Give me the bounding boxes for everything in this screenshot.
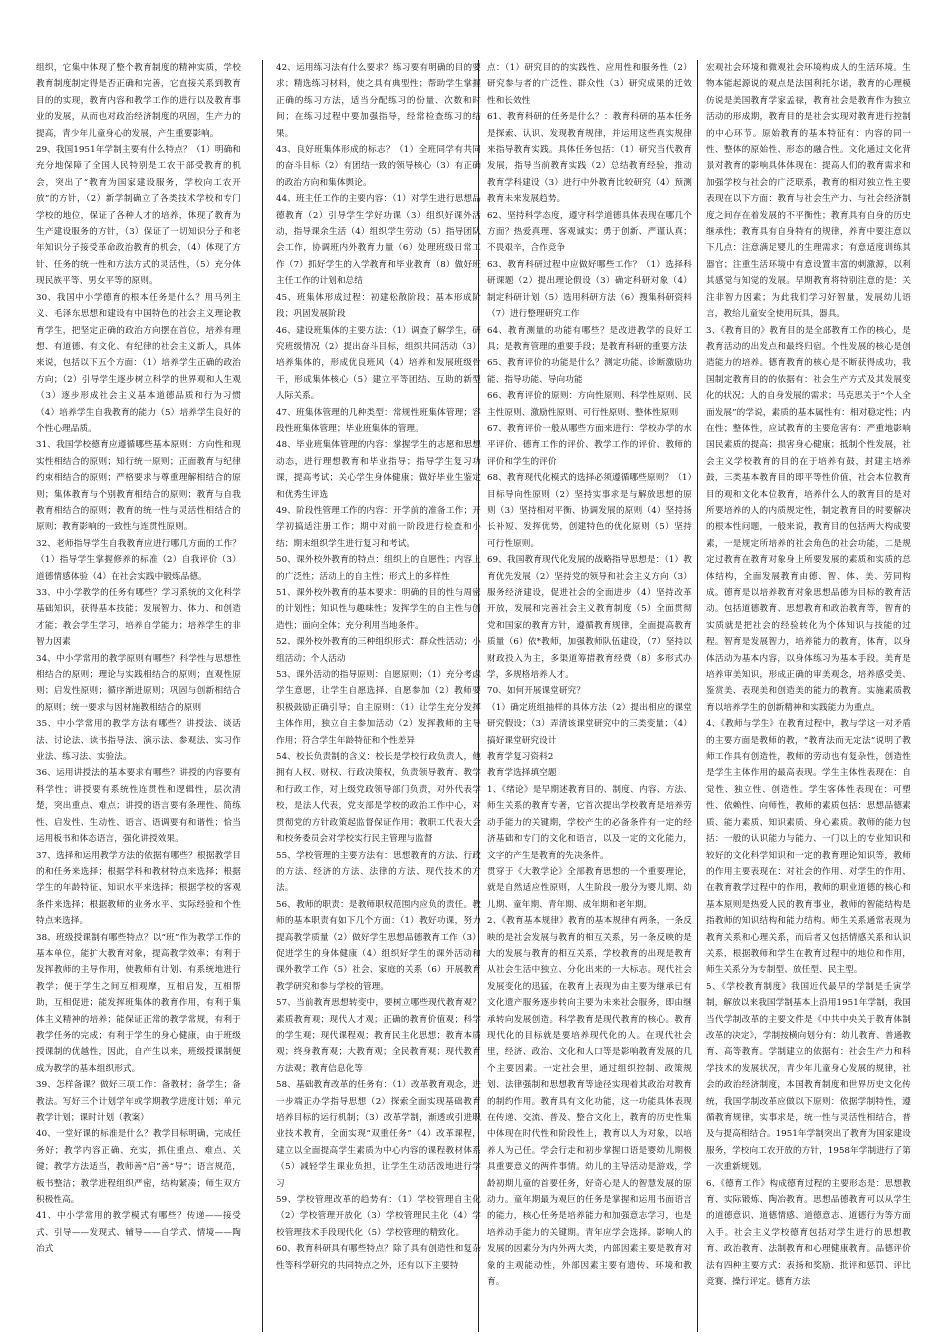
paragraph: 宏观社会环境和微观社会环境构成人的生活环境。生物本能起源说的观点是法国利托尔诺，教育的心理模仿说是美国教育学家孟禄，教育社会是教育作为独立活动的形成期，教育目的是社会实现对教育进行控制的中心环节。原始教育的基本特征有：内容的同一性、整体的原始性、形态的融合性。文化通过文化背景对教育的影响具体体现在：提高人们的教育需求和加强学校与社会的广泛联系，教育的相对独立性主要表现在以下方面：教育与社会生产力、与社会经济制度之间存在着发展的不平衡性；教育具有自身的历史继承性；教育具有自身特有的规律，养育中要注意以下几点：注意满足婴儿的生理需求；有意适度训练其器官；注重生活环境中有意设置丰富的刺激源，以利其感觉与知觉的发展。早期教育将特别注意的是：关注非智力因素；为此我们学习好智量，发展幼儿语言，教给儿童安全使用玩具，器具。	[706, 63, 911, 320]
paragraph: 43、良好班集体形成的标志？（1）全班同学有共同的奋斗目标（2）有团结一致的领导核心（3）有正确的政治方向和集体舆论。	[276, 145, 481, 188]
paragraph: 45、班集体形成过程：初建松散阶段；基本形成阶段；巩固发展阶段	[276, 292, 481, 320]
text-column-2	[276, 60, 481, 1330]
paragraph: 47、班集体管理的几种类型：常规性班集体管理；容段性班集体管理；毕业班集体的管理。	[276, 407, 481, 434]
paragraph: 64、教育测量的功能有哪些？是改进教学的良好工具；是教育管理的重要手段；是教育科研的重要方法	[487, 325, 692, 352]
paragraph: 53、课外活动的指导原则：自愿原则；（1）充分考虑学生意愿，让学生自愿选择、自愿参加（2）教师要积极鼓励正确引导；自主原则：（1）让学生充分发挥主体作用，独立自主参加活动（2）发挥教师的主导作用；符合学生年龄特征和个性差异	[276, 670, 481, 746]
paragraph: 65、教育评价的功能是什么？测定功能、诊断激励功能、指导功能、导向功能	[487, 358, 692, 385]
paragraph: 1、《绪论》是早期述教育目的、制度、内容、方法、师生关系的教育专著，它首次提出学校教育是培养劳动手能力的关键期，学校产生的必备条件有一定的经济基础和专门的文化和语言，以及一定的文化能力，文字的产生是教育的先决条件。	[487, 784, 692, 861]
paragraph: 36、运用讲授法的基本要求有哪些？讲授的内容要有科学性；讲授要有系统性连贯性和逻辑性，层次清楚，突出重点、难点；讲授的语言要有条理性、简练性、启发性、生动性、语言、语调要有和谐性；恰当运用板书和体态语言，强化讲授效果。	[36, 768, 241, 845]
paragraph: 51、课外校外教育的基本要求：明确的目的性与周密的计划性；知识性与趣味性；发挥学生的自主性与创造性；面向全体；充分利用当地条件。	[276, 588, 481, 631]
paragraph: 教育学选择填空题	[487, 768, 557, 779]
paragraph: 5、《学校教育制度》我国近代最早的学制是壬寅学制，解放以来我国学制基本上沿用1951年学制，我国当代学制改革的主要文件是《中共中央关于教育体制改革的决定》，学制按横向划分有：幼儿教育、普通教育、高等教育。学制建立的依据有：社会生产力和科学技术的发展状况，青少年儿童身心发展的规律，社会的政治经济制度，本国教育制度和世界历史文化传统，我国学制改革应做以下原则：依据学制特性，遵循教育规律，实事求是，统一性与灵活性相结合，普及与提高相结合。1951年学制突出了教育为国家建设服务，学校向工农开放的方针，1958年学制进行了第一次重新规划。	[706, 981, 911, 1173]
paragraph: 48、毕业班集体管理的内容：掌握学生的志愿和思想动态，进行理想教育和毕业指导；指导学生复习功课，提高考试；关心学生身体健康；做好毕业生鉴定和优秀生评选	[276, 440, 481, 500]
paragraph: 56、教师的职责：是教师职权范围内应负的责任。教师的基本职责有如下几个方面：（1）教好功课，努力提高教学质量（2）做好学生思想品德教育工作（3）促进学生的身体健康（4）组织好学生的课外活动和课外教学工作（5）社会、家庭的关系（6）开展教育教学研究和参与学校的管理。	[276, 899, 481, 992]
paragraph: 贯穿于《大教学论》全部教育思想的一个重要理论，就是自然适应性原则，人生阶段一般分为婴儿期、幼儿期、童年期、青年期、成年期和老年期。	[487, 866, 692, 910]
paragraph: 50、课外校外教育的特点：组织上的自愿性；内容上的广泛性；活动上的自主性；形式上的多样性	[276, 555, 481, 582]
paragraph: 68、教育现代化模式的选择必须遵循哪些原则？（1）目标导向性原则（2）坚持实事求是与解放思想的原则（3）坚持相对平衡、协调发展的原则（4）坚持扬长补短、发挥优势，创建特色的优化原则（5）坚持可行性原则。	[487, 473, 692, 549]
paragraph: 42、运用练习法有什么要求？练习要有明确的目的要求；精选练习材料，使之具有典型性；帮助学生掌握正确的练习方法，适当分配练习的份量、次数和时间；在练习过程中要加强指导，经常检查练习的结果。	[276, 63, 481, 139]
paragraph: 62、坚持科学态度，遵守科学道德具体表现在哪几个方面？热爱真理、客观诚实；勇于创新、严谨认真；不畏艰辛，合作竞争	[487, 210, 692, 254]
paragraph: 63、教育科研过程中应做好哪些工作？（1）选择科研课题（2）提出理论假设（3）确定科研对象（4）制定科研计划（5）选用科研方法（6）搜集科研资料（7）进行整理研究工作	[487, 259, 692, 320]
paragraph: 46、建设班集体的主要方法：（1）调查了解学生，研究班级情况（2）提出奋斗目标，组织共同活动（3）培养集体的，形成优良班风（4）培养和发展班级骨干，形成集体核心（5）建立平等团结、互助的新型人际关系。	[276, 325, 481, 402]
paragraph: 教育学复习资料2	[487, 752, 554, 763]
paragraph: 29、我国1951年学制主要有什么特点？（1）明确和充分地保障了全国人民特别是工农干部受教育的机会，突出了“教育为国家建设服务，学校向工农开放”的方针，（2）新学制确立了各类技术学校和专门学校的地位，保证了各种人才的培养，体现了教育为生产建设服务的方针，（3）保证了一切知识分子和老年知识分子接受革命政治教育的机会，（4）体现了方针、任务的统一性和方法方式的灵活性，（5）充分体现民族平等、男女平等的原则。	[36, 145, 241, 287]
text-column-1	[36, 60, 241, 1330]
paragraph: 60、教育科研具有哪些特点？除了具有创造性和复杂性等科学研究的共同特点之外，还有以下主要特	[276, 1244, 481, 1271]
paragraph: 44、班主任工作的主要内容：（1）对学生进行思想品德教育（2）引导学生学好功课（3）组织好课外活动，指导课余生活（4）组织学生劳动（5）指导团队会工作，协调班内外教育力量（6）处理班级日常工作（7）抓好学生的入学教育和毕业教育（8）做好班主任工作的计划和总结	[276, 194, 481, 287]
paragraph: 58、基础教育改革的任务有：（1）改革教育观念，进一步端正办学指导思想（2）探索全面实现基础教育培养目标的运行机制；（3）改革学制，渐透或引进职业技术教育，全面实现“双重任务”（4）改革课程，建立以全面提高学生素质为中心内容的课程教材体系（5）减轻学生课业负担，让学生生动活泼地进行学习	[276, 1080, 481, 1189]
paragraph: 40、一堂好课的标准是什么？教学目标明确，完成任务好；教学内容正确、充实，抓住重点、难点、关键；教学方法适当，教师善“启”善“导”；语言规范，板书整洁；教学进程组织严密，结构紧凑；师生双方积极性高。	[36, 1129, 241, 1206]
paragraph: 55、学校管理的主要方法有：思想教育的方法、行政的方法、经济的方法、法律的方法、现代技术的方法。	[276, 850, 481, 894]
paragraph: 2、《教育基本规律》教育的基本规律有两条，一条反映的是社会发展与教育的相互关系，另一条反映的是大的发展与教育的相互关系，学校教育的出现是教育从社会生活中独立、分化出来的一大标志。现代社会发展变化的迅猛，在教育上表现为由主要为继承已有文化遗产服务逐步转向主要为未来社会服务，即由继承转向发展创造。科学教育是现代教育的核心。教育现代化的目标就是要培养现代化的人。在现代社会里，经济、政治、文化和人口等是影响教育发展的几个主要因素。一定社会里，通过组织控制、政策规划、法律强制和思想教育等途径实现着其政治对教育的制约作用。教育具有文化功能，这一功能具体表现在传递、交流、普及、整合文化上，教育的历史性集中体现在时代性和阶段性上，教育以人为对象，以培养人为己任。学会行走和初步掌握口语是婴幼儿期极具重要意义的两件事情。幼儿的主导活动是游戏，学龄初期儿童的首要任务，好奇心是人的智慧发展的原动力。童年期最为观巨的任务是掌握和运用书面语言的能力，核心任务是培养能力和加强意志学习，也是培养动手能力的关键期。青年应学会选择。影响人的发展的因素分为内外两大类，内部因素主要是教育对象的主观能动性，外部因素主要有遗传、环境和教育。	[487, 916, 692, 1288]
paragraph: 67、教育评价一般从哪些方面来进行：学校办学的水平评价、德育工作的评价、教学工作的评价、教师的评价和学生的评价	[487, 423, 692, 467]
paragraph: 6、《德育工作》构成德育过程的主要形态是：思想教育、实际锻炼、陶冶教育。思想品德教育可以从学生的道德意识、道德情感、道德意志、道德行为等方面入手。社会主义学校德育包括对学生进行的思想教育、政治教育、法制教育和心理健康教育。品德评价法有四种主要方式：表扬和奖励、批评和惩罚、评比竞赛、操行评定。德育方法	[706, 1178, 911, 1288]
paragraph: 57、当前教育思想转变中，要树立哪些现代教育观？素质教育观；现代人才观；正确的教育价值观；科学的学生观；现代课程观；教育民主化思想；教育本质观；终身教育观；大教育观；全民教育观；现代教育方法观；教育信息化等	[276, 998, 481, 1074]
paragraph: 31、我国学校德育应遵循哪些基本原则：方向性和现实性相结合的原则；知行统一原则；正面教育与纪律约束相结合的原则；严格要求与尊重理解相结合的原则；集体教育与个别教育相结合的原则；教育与自我教育相结合的原则；教育的统一性与灵活性相结合的原则；教育影响的一致性与连贯性原则。	[36, 440, 241, 533]
column-divider-3	[697, 60, 698, 1332]
paragraph: 30、我国中小学德育的根本任务是什么？用马列主义、毛泽东思想和建设有中国特色的社会主义理论教育学生，把坚定正确的政治方向摆在首位，培养有理想、有道德、有文化、有纪律的社会主义新人，具体来说，包括以下五个方面：（1）培养学生正确的政治方向；（2）引导学生逐步树立科学的世界观和人生观（3）逐步形成社会主义基本道德品质和行为习惯（4）培养学生自我教育的能力（5）培养学生良好的个性心理品质。	[36, 292, 241, 434]
paragraph: 点：（1）研究目的的实践性、应用性和服务性（2）研究参与者的广泛性、群众性（3）研究成果的迁效性和长效性	[487, 63, 692, 106]
paragraph: 35、中小学常用的教学方法有哪些？讲授法、谈话法、讨论法、读书指导法、演示法、参观法、实习作业法、练习法、实验法。	[36, 719, 241, 763]
column-divider-1	[262, 60, 263, 1332]
paragraph: 32、老师指导学生自我教育应进行哪几方面的工作？（1）指导学生掌握修养的标准（2）自我评价（3）道德情感体验（4）在社会实践中锻炼品德。	[36, 538, 241, 582]
paragraph: 33、中小学教学的任务有哪些？学习系统的文化科学基础知识，获得基本技能；发展智力、体力、和创造才能；教会学生学习，培养自学能力；培养学生的非智力因素	[36, 588, 241, 648]
paragraph: 70、如何开展课堂研究？	[487, 686, 586, 697]
paragraph: 3、《教育目的》教育目的是全部教育工作的核心，是教育活动的出发点和最终归宿。个性发展的核心是创造能力的培养。德育教育的核心是不断获得成功，我国制定教育目的的依据有：社会生产方式及其发展变化的状况；人的自身发展的需求；马克思关于“个人全面发展”的学说，素质的基本属性有：相对稳定性；内在性；整体性，应试教育的主要危害有：严重地影响国民素质的提高；损害身心健康；抵制个性发展，社会主义学校教育的目的在于培养有鼓，封建主培养鼓，三类基本教育目的即平等性价值，社会本位教育目的观和文化本位教育，培养什么人的教育目的是对所要培养的人的内质规定性，制定教育目的时要解决的根本性问题，一般来说，教育目的包括两大构成要素，一是规定所培养的社会角色的社会功能，二是规定过教育在教育对象身上所要发展的素质和实质的总体结构，全面发展教育由德、智、体、美、劳同构成。德育是以培养教育对象思想品德为目标的教育活动。包括道德教育、思想教育和政治教育等，智育的实质就是把社会的经验转化为个体知识与技能的过程。智育是发展智力，培养能力的教育，体育，以身体活动为基本内容，以身体练习为基本手段。美育是培养审美知识，形成正确的审美观念，培养感受美、鉴赏美、表现美和创造美的能力的教育。实施素质教育以培养学生的创新精神和实践能力为重点。	[706, 325, 911, 713]
paragraph: 组织，它集中体现了整个教育制度的精神实质，学校教育制度制定得是否正确和完善，它直接关系到教育目的的实现，教育内容和教学工作的进行以及教育事业的发展，从而也对政治经济制度的巩固，生产力的提高，青少年儿童身心的发展，产生重要影响。	[36, 63, 241, 139]
paragraph: 34、中小学常用的教学原则有哪些？科学性与思想性相结合的原则；理论与实践相结合的原则；直观性原则；启发性原则；循序渐进原则；巩固与创新相结合的原则；统一要求与因材施教相结合的原则	[36, 653, 241, 713]
paragraph: 41、中小学常用的教学模式有哪些？传递——接受式、引导——发现式、辅导——自学式、情境——陶冶式	[36, 1211, 241, 1255]
paragraph: 52、课外校外教育的三种组织形式：群众性活动；小组活动；个人活动	[276, 637, 481, 664]
paragraph: 69、我国教育现代化发展的战略指导思想是：（1）教育优先发展（2）坚持党的领导和社会主义方向（3）服务经济建设，促进社会的全面进步（4）坚持改革开放，发展和完善社会主义教育制度（5）全面贯彻党和国家的教育方针，遵循教育规律，全面提高教育质量（6）依*教师，加强教师队伍建设，（7）坚持以财政投入为主，多渠道筹措教育经费（8）多形式办学，多规格培养人才。	[487, 555, 692, 681]
text-column-4	[706, 60, 911, 1330]
paragraph: 39、怎样备课？做好三项工作：备教材；备学生；备教法。写好三个计划学年或学期教学进度计划；单元教学计划；课时计划（教案）	[36, 1080, 241, 1123]
paragraph: （1）确定班组抽样的具体方法（2）提出相应的课堂研究假设；（3）弄清该课堂研究中的三类变量；（4）搞好课堂研究设计	[487, 702, 692, 746]
paragraph: 54、校长负责制的含义：校长是学校行政负责人，他拥有人权、财权、行政决策权，负责领导教育、教学和行政工作，对上级党政领导部门负责，对外代表学校，是法人代表，党支部是学校的政治工作中心，对贯彻党的方针政策起监督保证作用；教职工代表大会和校务委员会对学校实行民主管理与监督	[276, 752, 481, 845]
paragraph: 61、教育科研的任务是什么？：教育科研的基本任务是探索、认识、发现教育规律，并运用这些真实规律来指导教育实践。具体任务包括：（1）研究当代教育发展，指导当前教育实践（2）总结教育经验，推动教育学科建设（3）进行中外教育比较研究（4）预测教育未来发展趋势。	[487, 112, 692, 205]
paragraph: 66、教育评价的原则：方向性原则、科学性原则、民主性原则、激励性原则、可行性原则、整体性原则	[487, 391, 692, 418]
paragraph: 37、选择和运用教学方法的依据有哪些？根据教学目的和任务来选择；根据学科和教材特点来选择；根据学生的年龄特征、知识水平来选择；根据学校的客观条件来选择；根据教师的业务水平、实际经验和个性特点来选择。	[36, 850, 241, 927]
paragraph: 49、阶段性管理工作的内容：开学前的准备工作；开学初搞适注册工作；期中对前一阶段进行检查和小结；期末组织学生进行复习和考试。	[276, 505, 481, 549]
paragraph: 59、学校管理改革的趋势有：（1）学校管理自主化（2）学校管理开放化（3）学校管理民主化（4）学校管理技术手段现代化（5）学校管理的精致化。	[276, 1195, 481, 1238]
paragraph: 38、班级授课制有哪些特点？以“班”作为教学工作的基本单位，能扩大教育对象，提高教学效率；有利于发挥教师的主导作用，使教师有计划、有系统地进行教学；便于学生之间互相观摩，互相启发，互相帮助，互相促进；能发挥班集体的教育作用，有利于集体主义精神的培养；能保证正常的教学常规，有利于教学任务的完成；有利于学生的身心健康，由于班级授课制的优越性，因此，自产生以来，班级授课制便成为教学的基本组织形式。	[36, 932, 241, 1074]
text-column-3	[487, 60, 692, 1330]
paragraph: 4、《教师与学生》在教育过程中，教与学这一对矛盾的主要方面是教师的教，“教育法而无定法”说明了教师工作具有创造性，教师的劳动也有复杂性，创造性是学生主体作用的最高表现。学生主体性表现在：自觉性、独立性、创造性。学生客体性表现在：可塑性、依赖性、向师性，教师的素质包括：思想品德素质、能力素质、知识素质、身心素质。教师的能力包括：一般的认识能力与能力、一门以上的专业知识和较好的文化科学知识和一定的教育理论知识等，教师的作用主要表现在：对社会的作用、对学生的作用、在教育教学过程中的作用，教师的职业道德的核心和基本原则是热爱人民的教育事业，教师的智能结构是指教师的知识结构和能力结构。师生关系通常表现为教育关系和心理关系，而后者又包括情感关系和认识关系，根据教师和学生在教育过程中的地位和作用，师生关系分为专制型、放任型、民主型。	[706, 719, 911, 976]
